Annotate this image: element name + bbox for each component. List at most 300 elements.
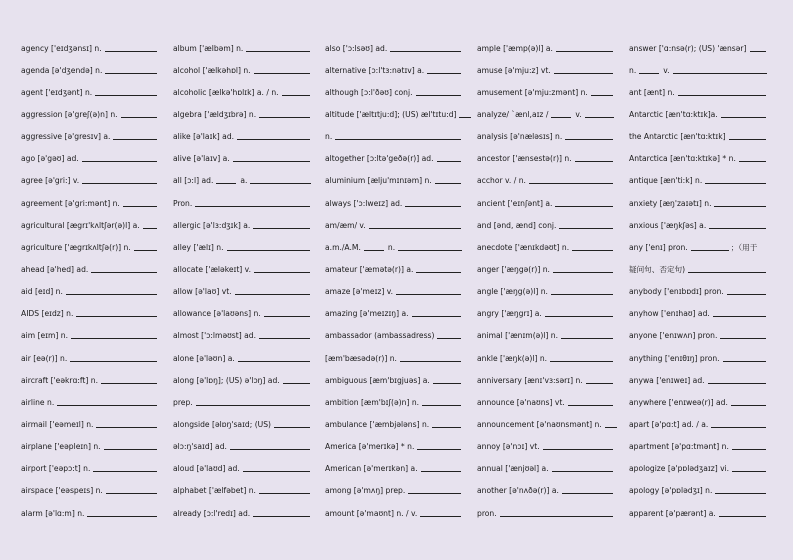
- answer-blank[interactable]: [134, 250, 157, 251]
- word-text: and [ənd, ænd] conj.: [477, 220, 557, 230]
- answer-blank[interactable]: [720, 338, 766, 339]
- word-entry: [173, 192, 316, 214]
- answer-blank[interactable]: [572, 250, 613, 251]
- word-entry: [325, 192, 467, 214]
- word-entry: [173, 502, 316, 524]
- answer-blank[interactable]: [227, 250, 311, 251]
- word-text: aircraft ['eəkrɑ:ft] n.: [21, 375, 99, 385]
- word-text: anniversary [ænɪ'vɜ:sərɪ] n.: [477, 375, 583, 385]
- answer-blank[interactable]: [238, 361, 310, 362]
- word-entry: [325, 59, 467, 81]
- word-entry: [325, 391, 467, 413]
- word-entry: [21, 413, 163, 435]
- answer-blank[interactable]: [264, 316, 310, 317]
- answer-blank[interactable]: [554, 73, 613, 74]
- answer-blank[interactable]: [727, 294, 766, 295]
- word-text: alphabet ['ælfəbet] n.: [173, 486, 256, 496]
- word-entry: [325, 148, 467, 170]
- word-entry: [21, 391, 163, 413]
- answer-blank[interactable]: [105, 73, 157, 74]
- word-entry: [21, 103, 163, 125]
- word-entry: [173, 103, 316, 125]
- word-entry: [477, 148, 619, 170]
- word-text: anxiety [æŋ'zaɪətɪ] n.: [629, 198, 712, 208]
- word-text: annoy [ə'nɔɪ] vt.: [477, 442, 540, 452]
- answer-blank[interactable]: [70, 361, 157, 362]
- answer-blank[interactable]: [721, 117, 766, 118]
- answer-blank[interactable]: [113, 139, 157, 140]
- word-text: alike [ə'laɪk] ad.: [173, 132, 235, 142]
- word-column-5: [629, 37, 772, 524]
- word-text: amateur ['æmətə(r)] a.: [325, 264, 414, 274]
- word-entry: [477, 413, 619, 435]
- answer-blank[interactable]: [552, 471, 613, 472]
- word-entry: [477, 236, 619, 258]
- word-entry: [21, 325, 163, 347]
- word-entry: [477, 192, 619, 214]
- word-entry: [325, 126, 467, 148]
- word-entry: [629, 369, 772, 391]
- word-text: anyhow ['enɪhaʊ] ad.: [629, 309, 710, 319]
- answer-blank[interactable]: [105, 51, 157, 52]
- answer-blank[interactable]: [87, 516, 157, 517]
- word-text: amount [ə'maʊnt] n. / v.: [325, 508, 418, 518]
- word-entry: [173, 214, 316, 236]
- answer-blank[interactable]: [500, 516, 613, 517]
- word-entry: [325, 214, 467, 236]
- word-entry: [629, 325, 772, 347]
- word-text: Antarctica [æn'tɑ:ktɪkə] * n.: [629, 154, 736, 164]
- answer-blank[interactable]: [437, 161, 461, 162]
- word-entry: [325, 502, 467, 524]
- word-text: among [ə'mʌŋ] prep.: [325, 486, 406, 496]
- word-text: apparent [ə'pærənt] a.: [629, 508, 716, 518]
- word-entry: [477, 126, 619, 148]
- answer-blank[interactable]: [545, 316, 613, 317]
- word-entry: [173, 81, 316, 103]
- answer-blank[interactable]: [750, 51, 766, 52]
- word-entry: [21, 347, 163, 369]
- word-text: amaze [ə'meɪz] v.: [325, 287, 394, 297]
- word-entry: [21, 214, 163, 236]
- answer-blank[interactable]: [565, 139, 613, 140]
- word-column-2: [173, 37, 316, 524]
- answer-blank[interactable]: [432, 427, 461, 428]
- word-entry: [21, 502, 163, 524]
- answer-blank[interactable]: [253, 516, 310, 517]
- word-text: [æm'bæsədə(r)] n.: [325, 353, 397, 363]
- word-text: all [ɔ:l] ad.: [173, 176, 214, 186]
- word-text: pron.: [477, 508, 497, 518]
- answer-blank[interactable]: [732, 449, 766, 450]
- word-entry: [173, 258, 316, 280]
- word-text: ambition [æm'bɪʃ(ə)n] n.: [325, 397, 420, 407]
- word-entry: [173, 458, 316, 480]
- answer-blank[interactable]: [562, 493, 613, 494]
- word-entry: [173, 236, 316, 258]
- answer-blank[interactable]: [369, 228, 461, 229]
- word-text: animal ['ænɪm(ə)l] n.: [477, 331, 558, 341]
- word-entry: [477, 103, 619, 125]
- word-entry: [173, 170, 316, 192]
- word-text: anywa ['enɪweɪ] ad.: [629, 375, 705, 385]
- word-text: ankle ['æŋk(ə)l] n.: [477, 353, 548, 363]
- answer-blank[interactable]: [678, 95, 766, 96]
- answer-blank[interactable]: [400, 361, 461, 362]
- answer-blank[interactable]: [233, 161, 310, 162]
- word-entry: [629, 413, 772, 435]
- word-entry: [629, 303, 772, 325]
- word-column-1: [21, 37, 163, 524]
- answer-blank[interactable]: [364, 250, 384, 251]
- word-text: answer ['ɑ:nsə(r); (US) 'ænsər]: [629, 43, 747, 53]
- word-text: prep.: [173, 397, 193, 407]
- word-entry: [629, 126, 772, 148]
- word-entry: [325, 303, 467, 325]
- answer-blank[interactable]: [91, 272, 157, 273]
- word-entry: [325, 325, 467, 347]
- answer-blank[interactable]: [591, 95, 613, 96]
- word-entry: [21, 281, 163, 303]
- answer-blank[interactable]: [551, 294, 613, 295]
- word-text: album ['ælbəm] n.: [173, 43, 244, 53]
- word-entry: [21, 236, 163, 258]
- word-text: ambiguous [æm'bɪgjuəs] a.: [325, 375, 430, 385]
- word-text: also ['ɔ:lsəʊ] ad.: [325, 43, 388, 53]
- word-entry: [325, 103, 467, 125]
- word-text: agent ['eɪdʒənt] n.: [21, 87, 93, 97]
- word-text: amuse [ə'mju:z] vt.: [477, 65, 551, 75]
- answer-blank[interactable]: [235, 294, 310, 295]
- answer-blank[interactable]: [416, 95, 462, 96]
- word-entry: [21, 436, 163, 458]
- word-entry: [477, 436, 619, 458]
- answer-blank[interactable]: [713, 316, 766, 317]
- word-text: allocate ['æləkeɪt] v.: [173, 264, 251, 274]
- word-entry: [477, 303, 619, 325]
- answer-blank[interactable]: [76, 316, 157, 317]
- word-entry: [21, 458, 163, 480]
- word-text: acchor v. / n.: [477, 176, 526, 186]
- word-entry: [173, 480, 316, 502]
- answer-blank[interactable]: [420, 516, 461, 517]
- word-entry: [21, 480, 163, 502]
- answer-blank[interactable]: [143, 228, 157, 229]
- word-note: ；（用于: [730, 242, 758, 252]
- word-entry: [629, 170, 772, 192]
- answer-blank[interactable]: [550, 361, 613, 362]
- word-text: allow [ə'laʊ] vt.: [173, 287, 232, 297]
- word-entry: [477, 214, 619, 236]
- answer-blank[interactable]: [412, 316, 461, 317]
- word-part-of-speech: v.: [575, 109, 582, 119]
- word-text: America [ə'merɪkə] * n.: [325, 442, 415, 452]
- word-text: aggression [ə'greʃ(ə)n] n.: [21, 109, 118, 119]
- word-text: Pron.: [173, 198, 193, 208]
- answer-blank[interactable]: [405, 206, 461, 207]
- word-text: aid [eɪd] n.: [21, 287, 63, 297]
- word-text: anyone ['enɪwʌn] pron.: [629, 331, 718, 341]
- word-text: altitude ['æltɪtju:d]; (US) æl'tɪtu:d]: [325, 109, 457, 119]
- word-text: agricultural [ægrɪ'kʌltʃər(ə)l] a.: [21, 220, 140, 230]
- word-entry: [325, 170, 467, 192]
- answer-blank[interactable]: [259, 338, 310, 339]
- word-text: although [ɔ:l'ðəʊ] conj.: [325, 87, 413, 97]
- word-entry: [173, 126, 316, 148]
- word-entry: [325, 458, 467, 480]
- word-text: agreement [ə'gri:mənt] n.: [21, 198, 120, 208]
- word-entry: [629, 148, 772, 170]
- word-text: air [eə(r)] n.: [21, 353, 68, 363]
- answer-blank[interactable]: [422, 405, 461, 406]
- answer-blank[interactable]: [237, 139, 310, 140]
- answer-blank[interactable]: [246, 51, 310, 52]
- word-text: airspace ['eəspeɪs] n.: [21, 486, 103, 496]
- word-text: allowance [ə'laʊəns] n.: [173, 309, 261, 319]
- word-entry: [477, 391, 619, 413]
- word-entry: [21, 37, 163, 59]
- answer-blank[interactable]: [421, 471, 461, 472]
- answer-blank[interactable]: [575, 161, 613, 162]
- answer-blank[interactable]: [688, 272, 766, 273]
- word-text: alive [ə'laɪv] a.: [173, 154, 230, 164]
- answer-blank[interactable]: [254, 272, 310, 273]
- word-text: anything ['enɪθɪŋ] pron.: [629, 353, 720, 363]
- answer-blank[interactable]: [585, 117, 614, 118]
- word-entry: [325, 480, 467, 502]
- answer-blank[interactable]: [459, 117, 471, 118]
- word-text: aggressive [ə'gresɪv] a.: [21, 132, 111, 142]
- answer-blank[interactable]: [732, 471, 766, 472]
- answer-blank[interactable]: [605, 427, 617, 428]
- word-text: airplane ['eəpleɪn] n.: [21, 442, 101, 452]
- answer-blank[interactable]: [195, 206, 310, 207]
- word-text: announce [ə'naʊns] vt.: [477, 397, 565, 407]
- word-text: amusement [ə'mju:zmənt] n.: [477, 87, 588, 97]
- word-entry: [173, 347, 316, 369]
- word-text: ago [ə'gəʊ] ad.: [21, 154, 79, 164]
- answer-blank[interactable]: [433, 383, 461, 384]
- answer-blank[interactable]: [553, 272, 613, 273]
- answer-blank[interactable]: [82, 183, 157, 184]
- word-entry: [173, 325, 316, 347]
- word-entry: [629, 59, 772, 81]
- answer-blank[interactable]: [259, 493, 310, 494]
- word-entry: [629, 258, 772, 280]
- word-text: already [ɔ:l'redɪ] ad.: [173, 508, 251, 518]
- answer-blank[interactable]: [729, 139, 766, 140]
- word-entry: [325, 37, 467, 59]
- word-entry: [173, 369, 316, 391]
- answer-blank[interactable]: [568, 405, 613, 406]
- answer-blank[interactable]: [416, 272, 461, 273]
- word-text: alternative [ɔ:l'tɜ:nətɪv] a.: [325, 65, 425, 75]
- answer-blank[interactable]: [639, 73, 659, 74]
- word-text: aim [eɪm] n.: [21, 331, 69, 341]
- answer-blank[interactable]: [250, 183, 311, 184]
- word-text: alone [ə'ləʊn] a.: [173, 353, 235, 363]
- word-text: any ['enɪ] pron.: [629, 242, 688, 252]
- word-text: agency ['eɪdʒənsɪ] n.: [21, 43, 102, 53]
- answer-blank[interactable]: [586, 383, 613, 384]
- word-text: allergic [ə'lɜ:dʒɪk] a.: [173, 220, 251, 230]
- answer-blank[interactable]: [71, 338, 157, 339]
- word-text: ambassador (ambassadress): [325, 331, 435, 341]
- word-text: ample ['æmp(ə)l] a.: [477, 43, 553, 53]
- answer-blank[interactable]: [723, 361, 766, 362]
- word-text: amazing [ə'meɪzɪŋ] a.: [325, 309, 409, 319]
- word-part-of-speech: a.: [240, 176, 248, 186]
- word-text: American [ə'merɪkən] a.: [325, 464, 418, 474]
- word-text: alcohol ['ælkəhɒl] n.: [173, 65, 251, 75]
- answer-blank[interactable]: [398, 250, 462, 251]
- word-entry: [173, 148, 316, 170]
- word-text: apartment [ə'pɑ:tmənt] n.: [629, 442, 729, 452]
- word-entry: [325, 413, 467, 435]
- word-text: anecdote ['ænɪkdəʊt] n.: [477, 242, 570, 252]
- word-entry: [21, 170, 163, 192]
- word-text: apology [ə'pɒlədʒɪ] n.: [629, 486, 713, 496]
- answer-blank[interactable]: [714, 206, 766, 207]
- word-text: ahead [ə'hed] ad.: [21, 264, 89, 274]
- answer-blank[interactable]: [673, 73, 767, 74]
- answer-blank[interactable]: [259, 117, 310, 118]
- answer-blank[interactable]: [529, 183, 613, 184]
- answer-blank[interactable]: [254, 73, 310, 74]
- answer-blank[interactable]: [435, 183, 461, 184]
- answer-blank[interactable]: [427, 73, 461, 74]
- answer-blank[interactable]: [555, 206, 613, 207]
- word-text: alongside [əlɒŋ'saɪd; (US): [173, 419, 272, 429]
- word-entry: [173, 436, 316, 458]
- word-text: the Antarctic [æn'tɑ:ktɪk]: [629, 132, 726, 142]
- answer-blank[interactable]: [274, 427, 310, 428]
- word-text: airline n.: [21, 397, 55, 407]
- answer-blank[interactable]: [96, 427, 157, 428]
- word-text: Antarctic [æn'tɑ:ktɪk]a.: [629, 109, 718, 119]
- answer-blank[interactable]: [715, 493, 766, 494]
- answer-blank[interactable]: [709, 228, 766, 229]
- word-entry: [325, 81, 467, 103]
- word-text: agree [ə'gri:] v.: [21, 176, 80, 186]
- word-text: analyze/ `ænl,aɪz /: [477, 109, 549, 119]
- word-entry: [629, 103, 772, 125]
- answer-blank[interactable]: [216, 183, 236, 184]
- word-text: anxious ['æŋkʃəs] a.: [629, 220, 707, 230]
- answer-blank[interactable]: [708, 383, 766, 384]
- answer-blank[interactable]: [93, 471, 157, 472]
- word-entry: [629, 192, 772, 214]
- answer-blank[interactable]: [57, 405, 157, 406]
- word-entry: [477, 170, 619, 192]
- answer-blank[interactable]: [559, 228, 613, 229]
- word-text: almost ['ɔ:lməʊst] ad.: [173, 331, 257, 341]
- word-entry: [629, 347, 772, 369]
- word-entry: [325, 347, 467, 369]
- word-entry: [477, 369, 619, 391]
- word-text: airmail ['eəmeɪl] n.: [21, 419, 94, 429]
- word-text: algebra ['ældʒɪbrə] n.: [173, 109, 257, 119]
- word-entry: [477, 480, 619, 502]
- answer-blank[interactable]: [691, 250, 729, 251]
- answer-blank[interactable]: [335, 139, 461, 140]
- word-text: əlɔ:ŋ'saɪd] ad.: [173, 442, 227, 452]
- answer-blank[interactable]: [719, 516, 766, 517]
- word-entry: [629, 81, 772, 103]
- word-entry: [629, 236, 772, 258]
- answer-blank[interactable]: [230, 449, 310, 450]
- word-entry: [325, 281, 467, 303]
- answer-blank[interactable]: [283, 383, 310, 384]
- word-entry: [21, 81, 163, 103]
- answer-blank[interactable]: [82, 161, 157, 162]
- word-text: ant [ænt] n.: [629, 87, 675, 97]
- answer-blank[interactable]: [282, 95, 310, 96]
- word-text: anybody ['enɪbɒdɪ] pron.: [629, 287, 724, 297]
- word-entry: [325, 236, 467, 258]
- answer-blank[interactable]: [123, 206, 157, 207]
- answer-blank[interactable]: [253, 228, 310, 229]
- word-entry: [629, 391, 772, 413]
- answer-blank[interactable]: [739, 161, 766, 162]
- word-text: apart [ə'pɑ:t] ad. / a.: [629, 419, 709, 429]
- answer-blank[interactable]: [551, 117, 571, 118]
- word-column-4: [477, 37, 619, 524]
- word-column-3: [325, 37, 467, 524]
- word-text: anger ['æŋgə(r)] n.: [477, 264, 550, 274]
- answer-blank[interactable]: [243, 471, 310, 472]
- word-text: altogether [ɔ:ltə'geðə(r)] ad.: [325, 154, 434, 164]
- word-entry: [21, 303, 163, 325]
- word-entry: [629, 436, 772, 458]
- answer-blank[interactable]: [396, 294, 461, 295]
- word-text: angle ['æŋg(ə)l] n.: [477, 287, 548, 297]
- answer-blank[interactable]: [711, 427, 766, 428]
- answer-blank[interactable]: [104, 449, 157, 450]
- answer-blank[interactable]: [390, 51, 461, 52]
- answer-blank[interactable]: [561, 338, 613, 339]
- word-entry: [477, 281, 619, 303]
- answer-blank[interactable]: [66, 294, 157, 295]
- word-text: always ['ɔ:lweɪz] ad.: [325, 198, 403, 208]
- answer-blank[interactable]: [196, 405, 310, 406]
- word-text: AIDS [eɪdz] n.: [21, 309, 74, 319]
- word-text: analysis [ə'næləsɪs] n.: [477, 132, 563, 142]
- answer-blank[interactable]: [95, 95, 157, 96]
- word-entry: [173, 413, 316, 435]
- word-entry: [21, 148, 163, 170]
- word-entry: [325, 258, 467, 280]
- answer-blank[interactable]: [408, 493, 461, 494]
- word-entry: [21, 258, 163, 280]
- answer-blank[interactable]: [556, 51, 613, 52]
- answer-blank[interactable]: [731, 405, 766, 406]
- answer-blank[interactable]: [106, 493, 157, 494]
- answer-blank[interactable]: [121, 117, 157, 118]
- answer-blank[interactable]: [543, 449, 613, 450]
- answer-blank[interactable]: [437, 338, 461, 339]
- word-entry: [477, 502, 619, 524]
- word-text: agenda [ə'dʒendə] n.: [21, 65, 103, 75]
- word-text: alley ['ælɪ] n.: [173, 242, 224, 252]
- word-entry: [173, 281, 316, 303]
- word-text: another [ə'nʌðə(r)] a.: [477, 486, 559, 496]
- word-entry: [173, 391, 316, 413]
- word-entry: [477, 59, 619, 81]
- answer-blank[interactable]: [101, 383, 157, 384]
- answer-blank[interactable]: [417, 449, 461, 450]
- answer-blank[interactable]: [705, 183, 766, 184]
